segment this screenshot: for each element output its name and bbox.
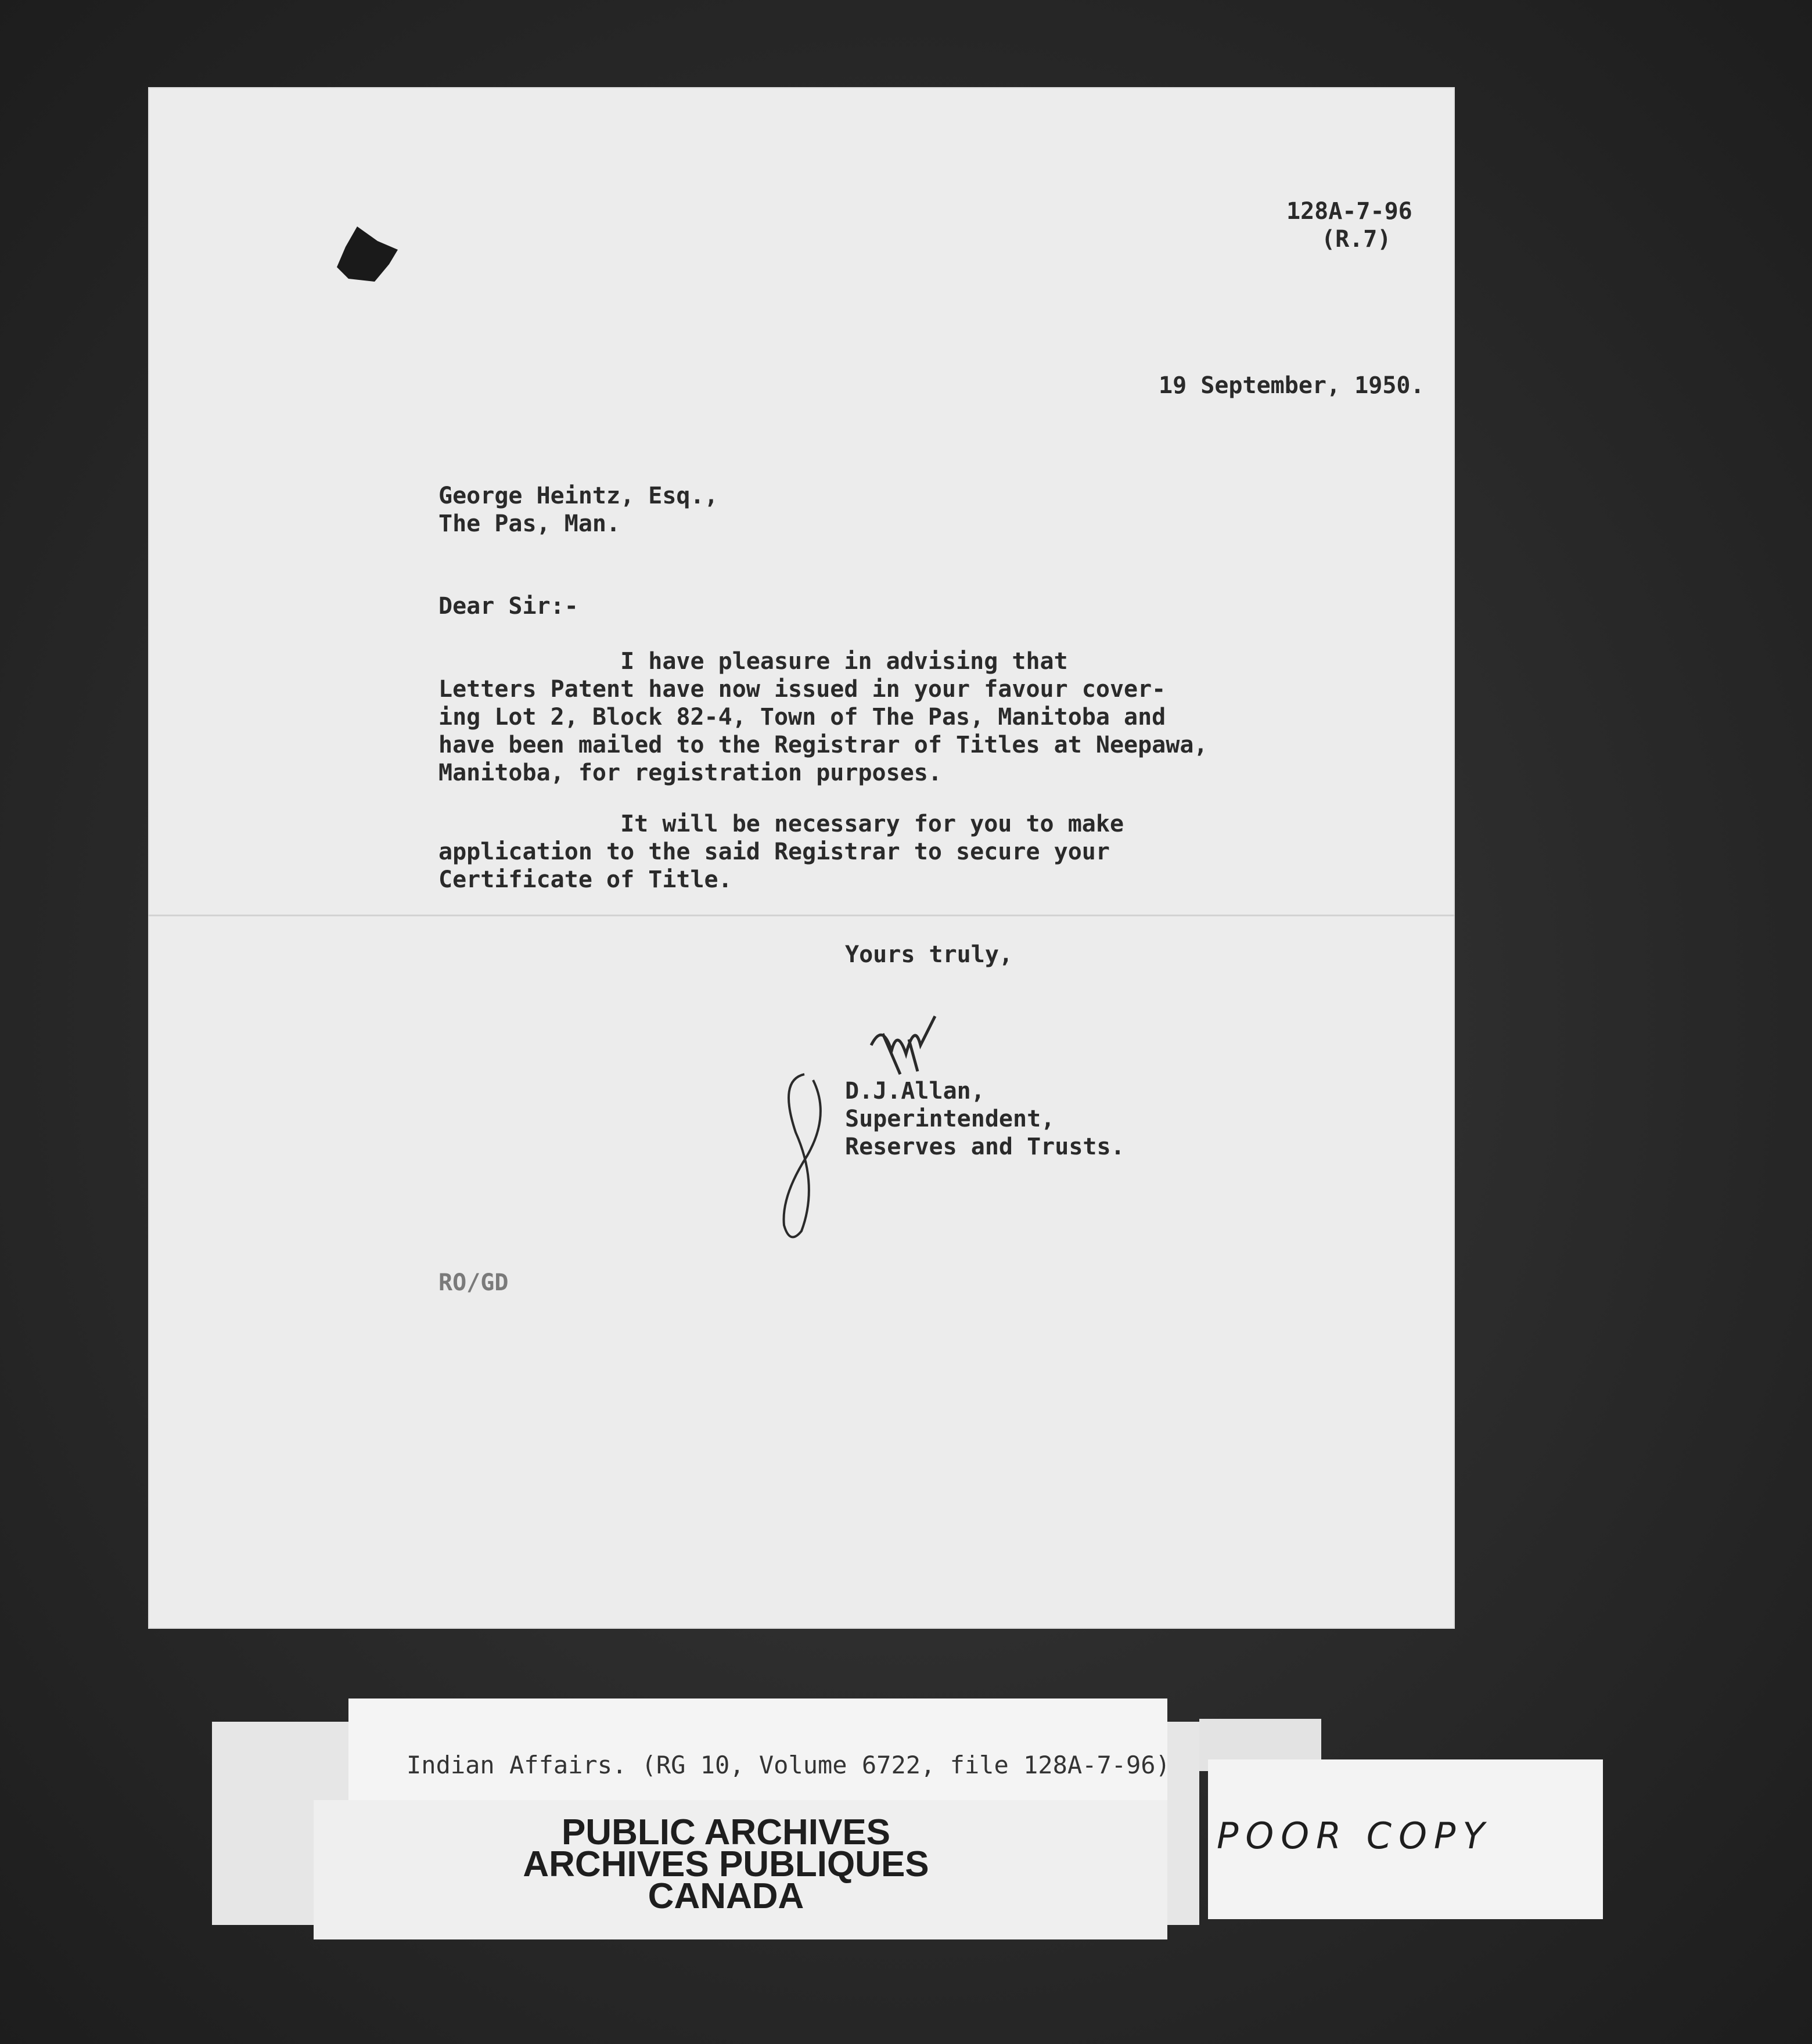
punch-hole	[334, 224, 404, 287]
handwritten-mark	[772, 1068, 836, 1248]
signatory-title: Superintendent,	[845, 1106, 1055, 1132]
signatory-department: Reserves and Trusts.	[845, 1133, 1125, 1160]
body-line: Certificate of Title.	[438, 866, 732, 893]
file-reference: 128A-7-96	[1286, 198, 1412, 225]
archive-name-fr: ARCHIVES PUBLIQUES	[523, 1844, 929, 1884]
initials-signature	[865, 1010, 941, 1080]
fold-line	[148, 915, 1455, 916]
body-line: Manitoba, for registration purposes.	[438, 760, 942, 786]
archive-country: CANADA	[648, 1876, 804, 1916]
letter-page	[148, 87, 1455, 1629]
salutation: Dear Sir:-	[438, 593, 578, 620]
body-line: application to the said Registrar to secure your	[438, 839, 1110, 865]
recipient-line: The Pas, Man.	[438, 510, 621, 537]
body-line: Letters Patent have now issued in your favour cover-	[438, 676, 1166, 703]
body-line: ing Lot 2, Block 82-4, Town of The Pas, Manitoba and	[438, 704, 1166, 730]
file-subreference: (R.7)	[1321, 226, 1392, 253]
body-line: It will be necessary for you to make	[438, 811, 1124, 837]
signatory-name: D.J.Allan,	[845, 1078, 985, 1104]
body-line: have been mailed to the Registrar of Titles at Neepawa,	[438, 732, 1208, 758]
poor-copy-note: POOR COPY	[1217, 1815, 1492, 1857]
archive-reference: Indian Affairs. (RG 10, Volume 6722, file 128A-7-96)	[407, 1751, 1170, 1779]
body-line: I have pleasure in advising that	[438, 648, 1068, 675]
closing: Yours truly,	[845, 941, 1013, 968]
typist-initials: RO/GD	[438, 1269, 509, 1296]
recipient-line: George Heintz, Esq.,	[438, 483, 718, 509]
archive-name-en: PUBLIC ARCHIVES	[561, 1812, 891, 1852]
letter-date: 19 September, 1950.	[1159, 372, 1425, 399]
